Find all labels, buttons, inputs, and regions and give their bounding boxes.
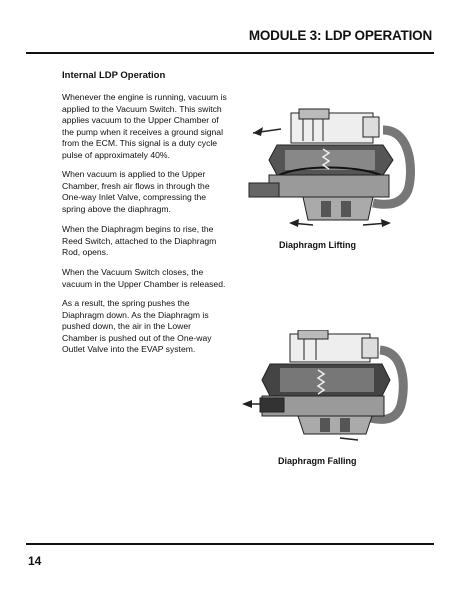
header-divider: [26, 52, 434, 54]
figure-caption-falling: Diaphragm Falling: [278, 456, 357, 466]
ldp-diaphragm-lifting-illustration: [243, 105, 418, 235]
page-header-title: MODULE 3: LDP OPERATION: [248, 28, 432, 43]
paragraph-4: When the Vacuum Switch closes, the vacuum in the Upper Chamber is released.: [62, 267, 226, 289]
section-heading: Internal LDP Operation: [62, 70, 166, 81]
paragraph-1: Whenever the engine is running, vacuum is applied to the Vacuum Switch. This switch applies vacuum to the Upper Chamber of the pump when it receives a ground signal from the ECM. This signal is a duty cycle pulse of approximately 40%.: [62, 92, 227, 160]
paragraph-5: As a result, the spring pushes the Diaphragm down. As the Diaphragm is pushed down, the air in the Lower Chamber is pushed out of the One-way Outlet Valve into the EVAP system.: [62, 298, 212, 355]
footer-divider: [26, 543, 434, 545]
paragraph-2: When vacuum is applied to the Upper Chamber, fresh air flows in through the One-way Inlet Valve, compressing the spring above the diaphragm.: [62, 169, 210, 214]
figure-caption-lifting: Diaphragm Lifting: [279, 240, 356, 250]
page-number: 14: [28, 554, 42, 568]
ldp-diaphragm-falling-illustration: [240, 330, 415, 445]
paragraph-3: When the Diaphragm begins to rise, the Reed Switch, attached to the Diaphragm Rod, opens.: [62, 224, 217, 258]
